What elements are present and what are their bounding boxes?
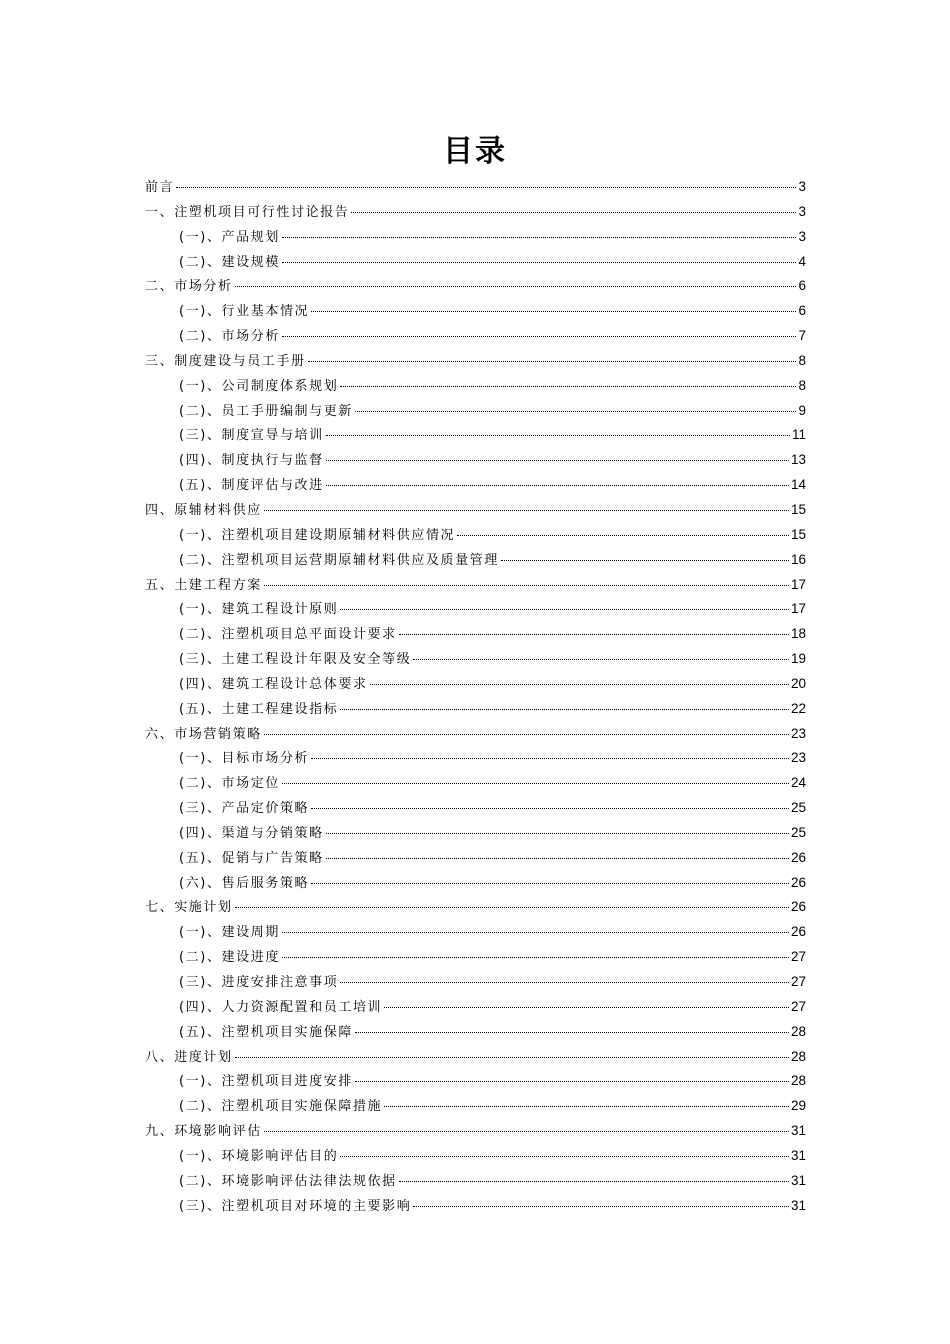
toc-page-number: 22 (790, 700, 806, 716)
toc-entry-label: (二)、环境影响评估法律法规依据 (179, 1173, 397, 1189)
toc-dot-leader (308, 361, 797, 362)
toc-dot-leader (326, 435, 790, 436)
toc-page-number: 26 (790, 849, 806, 865)
toc-dot-leader (235, 286, 797, 287)
toc-entry-label: (二)、员工手册编制与更新 (179, 403, 353, 419)
toc-subentry[interactable] (145, 622, 806, 647)
toc-subentry[interactable] (145, 796, 806, 821)
toc-page-number: 15 (790, 501, 806, 517)
toc-entry-label: (三)、注塑机项目对环境的主要影响 (179, 1198, 412, 1214)
toc-subentry[interactable] (145, 423, 806, 448)
toc-page-number: 18 (790, 626, 806, 642)
toc-dot-leader (264, 734, 789, 735)
toc-page-number: 31 (790, 1123, 806, 1139)
toc-entry-label: (六)、售后服务策略 (179, 875, 310, 891)
toc-entry-label: (二)、市场定位 (179, 776, 280, 792)
toc-subentry[interactable] (145, 299, 806, 324)
toc-entry-label: (二)、市场分析 (179, 329, 280, 345)
toc-dot-leader (351, 212, 796, 213)
toc-page-number: 3 (798, 228, 806, 244)
toc-subentry[interactable] (145, 995, 806, 1020)
toc-dot-leader (311, 758, 789, 759)
toc-entry-label: (二)、注塑机项目运营期原辅材料供应及质量管理 (179, 552, 499, 568)
toc-entry-label: (一)、注塑机项目进度安排 (179, 1074, 353, 1090)
toc-entry-label: (二)、注塑机项目总平面设计要求 (179, 627, 397, 643)
toc-page-number: 14 (790, 477, 806, 493)
toc-page-number: 16 (790, 551, 806, 567)
toc-entry[interactable] (145, 274, 806, 299)
toc-dot-leader (399, 1181, 789, 1182)
toc-page-number: 28 (790, 1073, 806, 1089)
toc-dot-leader (370, 684, 789, 685)
toc-dot-leader (326, 485, 789, 486)
toc-page-number: 3 (798, 179, 806, 194)
toc-entry-label: (四)、人力资源配置和员工培训 (179, 999, 383, 1015)
toc-dot-leader (326, 460, 789, 461)
toc-dot-leader (340, 609, 789, 610)
toc-page-number: 26 (790, 899, 806, 915)
toc-subentry[interactable] (145, 920, 806, 945)
toc-dot-leader (399, 634, 789, 635)
toc-entry-label: (一)、产品规划 (179, 229, 280, 245)
toc-dot-leader (384, 1106, 789, 1107)
toc-entry-label: 五、土建工程方案 (145, 577, 262, 593)
toc-entry-label: (一)、建设周期 (179, 925, 280, 941)
toc-entry[interactable] (145, 1045, 806, 1070)
toc-entry-label: (一)、注塑机项目建设期原辅材料供应情况 (179, 527, 456, 543)
toc-entry[interactable] (145, 200, 806, 225)
toc-entry[interactable] (145, 498, 806, 523)
toc-subentry[interactable] (145, 324, 806, 349)
toc-dot-leader (355, 411, 797, 412)
toc-subentry[interactable] (145, 1194, 806, 1219)
toc-dot-leader (340, 982, 789, 983)
toc-page-number: 23 (790, 750, 806, 766)
toc-page-number: 28 (790, 1048, 806, 1064)
toc-subentry[interactable] (145, 746, 806, 771)
toc-page-number: 25 (790, 800, 806, 816)
toc-subentry[interactable] (145, 1069, 806, 1094)
toc-dot-leader (311, 311, 796, 312)
toc-dot-leader (264, 1131, 789, 1132)
toc-page-number: 31 (790, 1172, 806, 1188)
toc-subentry[interactable] (145, 1020, 806, 1045)
toc-subentry[interactable] (145, 1169, 806, 1194)
toc-dot-leader (326, 833, 789, 834)
toc-dot-leader (355, 1032, 789, 1033)
toc-entry-label: (一)、环境影响评估目的 (179, 1148, 339, 1164)
toc-entry[interactable] (145, 1119, 806, 1144)
toc-entry-label: (二)、建设进度 (179, 950, 280, 966)
toc-subentry[interactable] (145, 548, 806, 573)
toc-dot-leader (340, 386, 796, 387)
toc-subentry[interactable] (145, 374, 806, 399)
toc-entry-label: (三)、进度安排注意事项 (179, 975, 339, 990)
toc-entry[interactable] (145, 573, 806, 598)
toc-entry[interactable] (145, 722, 806, 747)
toc-dot-leader (264, 585, 789, 586)
toc-entry-label: (一)、公司制度体系规划 (179, 378, 339, 394)
toc-page-number: 8 (798, 352, 806, 368)
toc-subentry[interactable] (145, 647, 806, 672)
toc-page-number: 26 (790, 924, 806, 940)
toc-dot-leader (340, 1156, 789, 1157)
toc-dot-leader (264, 510, 789, 511)
toc-dot-leader (340, 709, 789, 710)
toc-dot-leader (413, 1206, 789, 1207)
toc-subentry[interactable] (145, 821, 806, 846)
toc-entry-label: 九、环境影响评估 (145, 1124, 262, 1140)
toc-entry-label: 前言 (145, 180, 175, 195)
toc-page-number: 20 (790, 675, 806, 691)
toc-entry-label: 四、原辅材料供应 (145, 502, 262, 518)
toc-page-number: 9 (798, 402, 806, 418)
toc-page-number: 23 (790, 725, 806, 741)
toc-dot-leader (282, 783, 789, 784)
toc-entry-label: 一、注塑机项目可行性讨论报告 (145, 204, 350, 220)
toc-page-number: 24 (790, 775, 806, 791)
toc-dot-leader (326, 858, 789, 859)
toc-entry-label: (五)、土建工程建设指标 (179, 701, 339, 717)
toc-subentry[interactable] (145, 597, 806, 622)
toc-page-number: 28 (790, 1023, 806, 1039)
toc-entry-label: (五)、促销与广告策略 (179, 850, 324, 866)
toc-page-number: 31 (790, 1147, 806, 1163)
toc-page-number: 29 (790, 1098, 806, 1114)
toc-entry[interactable] (145, 175, 806, 200)
toc-dot-leader (282, 262, 797, 263)
toc-dot-leader (311, 883, 789, 884)
toc-page-number: 4 (798, 253, 806, 269)
toc-dot-leader (457, 535, 789, 536)
toc-subentry[interactable] (145, 448, 806, 473)
toc-dot-leader (282, 237, 797, 238)
toc-page-number: 27 (790, 974, 806, 989)
toc-subentry[interactable] (145, 846, 806, 871)
toc-page-number: 27 (790, 998, 806, 1014)
toc-page-number: 26 (790, 874, 806, 890)
toc-entry-label: (四)、渠道与分销策略 (179, 825, 324, 841)
toc-entry-label: (四)、制度执行与监督 (179, 453, 324, 469)
toc-subentry[interactable] (145, 871, 806, 896)
toc-subentry[interactable] (145, 250, 806, 275)
toc-dot-leader (235, 1057, 789, 1058)
toc-subentry[interactable] (145, 970, 806, 995)
toc-entry-label: 七、实施计划 (145, 900, 233, 916)
toc-dot-leader (355, 1081, 789, 1082)
toc-entry-label: (二)、建设规模 (179, 254, 280, 270)
toc-page-number: 8 (798, 377, 806, 393)
toc-page-number: 17 (790, 601, 806, 617)
toc-entry-label: 二、市场分析 (145, 279, 233, 295)
toc-dot-leader (311, 808, 789, 809)
toc-page-number: 31 (790, 1197, 806, 1213)
toc-dot-leader (282, 336, 797, 337)
toc-subentry[interactable] (145, 945, 806, 970)
toc-subentry[interactable] (145, 523, 806, 548)
toc-page-number: 27 (790, 949, 806, 965)
toc-entry-label: (一)、目标市场分析 (179, 751, 310, 767)
toc-page-number: 13 (790, 452, 806, 468)
toc-dot-leader (501, 560, 789, 561)
toc-entry-label: 八、进度计划 (145, 1049, 233, 1065)
toc-page-number: 15 (790, 526, 806, 542)
toc-entry-label: 六、市场营销策略 (145, 726, 262, 742)
toc-page-number: 6 (798, 278, 806, 294)
toc-page-number: 11 (791, 427, 806, 443)
toc-dot-leader (282, 957, 789, 958)
toc-dot-leader (384, 1007, 789, 1008)
toc-subentry[interactable] (145, 473, 806, 498)
toc-dot-leader (235, 907, 789, 908)
table-of-contents (145, 175, 806, 1218)
toc-entry-label: (五)、制度评估与改进 (179, 478, 324, 494)
toc-entry[interactable] (145, 349, 806, 374)
toc-dot-leader (176, 187, 796, 188)
toc-page-number: 3 (798, 203, 806, 219)
toc-entry-label: (一)、行业基本情况 (179, 304, 310, 320)
toc-page-number: 17 (790, 576, 806, 592)
toc-page-number: 7 (798, 328, 806, 344)
toc-dot-leader (282, 932, 789, 933)
toc-entry-label: (三)、产品定价策略 (179, 801, 310, 817)
toc-entry-label: (四)、建筑工程设计总体要求 (179, 676, 368, 692)
toc-entry[interactable] (145, 895, 806, 920)
toc-page-number: 6 (798, 303, 806, 319)
toc-subentry[interactable] (145, 672, 806, 697)
toc-entry-label: (五)、注塑机项目实施保障 (179, 1024, 353, 1040)
toc-page-number: 25 (790, 824, 806, 840)
toc-entry-label: (一)、建筑工程设计原则 (179, 602, 339, 618)
page-title: 目录 (443, 134, 507, 169)
toc-subentry[interactable] (145, 225, 806, 250)
toc-dot-leader (413, 659, 789, 660)
toc-subentry[interactable] (145, 399, 806, 424)
toc-subentry[interactable] (145, 1144, 806, 1169)
toc-entry-label: (二)、注塑机项目实施保障措施 (179, 1099, 383, 1115)
toc-entry-label: (三)、土建工程设计年限及安全等级 (179, 652, 412, 668)
toc-subentry[interactable] (145, 1094, 806, 1119)
toc-page-number: 19 (790, 651, 806, 667)
toc-subentry[interactable] (145, 697, 806, 722)
toc-entry-label: (三)、制度宣导与培训 (179, 428, 324, 444)
toc-subentry[interactable] (145, 771, 806, 796)
toc-entry-label: 三、制度建设与员工手册 (145, 353, 306, 369)
